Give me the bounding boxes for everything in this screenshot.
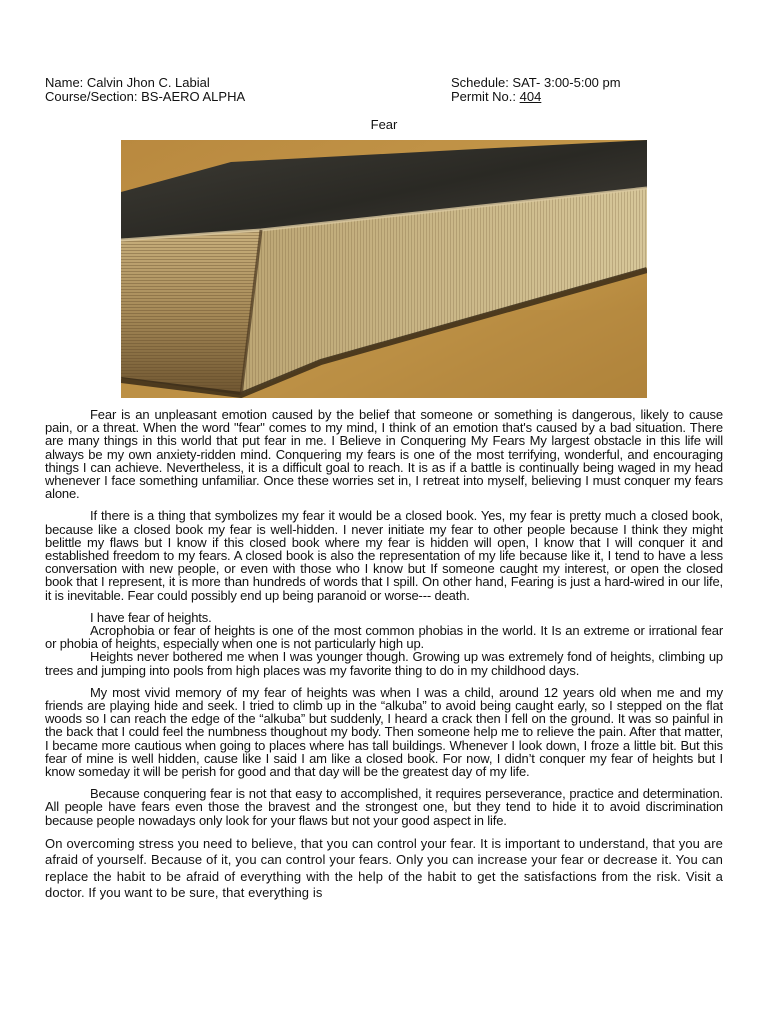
document-header — [45, 76, 723, 104]
permit-number — [451, 90, 723, 104]
course-section: Course/Section: BS-AERO ALPHA — [45, 89, 246, 104]
paragraph-2: If there is a thing that symbolizes my fear it would be a closed book. Yes, my fear is pretty much a closed book, because like a closed book my fear is well-hidden. I never initiate my fear to other people because I think they might belittle my flaws but I know if this closed book where my fear is hidden will open, I know that I will conquer it and established freedom to my fears. A closed book is also the representation of my life because like it, I tend to have a less conversation with new people, or even with those who I know but If someone caught my interest, or open the closed book that I represent, it is more than hundreds of words that I spill. On other hand, Fearing is just a hard-wired in our life, it is inevitable. Fear could possibly end up being paranoid or worse--- death. — [45, 508, 723, 603]
permit-link[interactable]: 404 — [519, 89, 542, 104]
paragraph-4: Acrophobia or fear of heights is one of the most common phobias in the world. It Is an extreme or irrational fear or phobia of heights, especially when one is not particularly high up. — [45, 623, 723, 652]
paragraph-1: Fear is an unpleasant emotion caused by the belief that someone or something is dangerous, likely to cause pain, or a threat. When the word "fear" comes to my mind, I think of an emotion that's caused by a bad situation. There are many things in this world that put fear in me. I Believe in Conquering My Fears My largest obstacle in this life will always be my own anxiety-ridden mind. Conquering my fears is one of the most terrifying, wonderful, and encouraging things I can achieve. Nevertheless, it is a difficult goal to reach. It is as if a battle is continually being waged in my head whenever I face something unfamiliar. Once these worries set in, I retreat into myself, believing I must conquer my fears alone. — [45, 407, 723, 502]
essay-body — [45, 408, 723, 902]
permit-label: Permit No.: — [451, 89, 520, 104]
header-right — [451, 76, 723, 104]
document-page — [45, 76, 723, 911]
paragraph-8: On overcoming stress you need to believe, that you can control your fear. It is important to understand, that you are afraid of yourself. Because of it, you can control your fears. Only you can increase your fear or decrease it. You can replace the habit to be afraid of everything with the help of the habit to get the satisfactions from the risk. Visit a doctor. If you want to be sure, that everything is — [45, 835, 723, 901]
student-name: Name: Calvin Jhon C. Labial — [45, 75, 210, 90]
paragraph-6: My most vivid memory of my fear of heights was when I was a child, around 12 years old when me and my friends are playing hide and seek. I tried to climb up in the “alkuba” to avoid being caught early, so I stepped on the flat woods so I can reach the edge of the “alkuba” but suddenly, I heard a crack then I fell on the ground. It was so painful in the back that I could feel the numbness thoughout my body. Then someone help me to relieve the pain. After that matter, I became more cautious when going to places where has tall buildings. Whenever I look down, I froze a little bit. But this fear of mine is well hidden, cause like I said I am like a closed book. For now, I didn’t conquer my fear of heights but I know someday it will be perish for good and that day will be the greatest day of my life. — [45, 684, 723, 780]
paragraph-5: Heights never bothered me when I was younger though. Growing up was extremely fond of heights, climbing up trees and jumping into pools from high places was my favorite thing to do in my childhood days. — [45, 649, 723, 678]
schedule: Schedule: SAT- 3:00-5:00 pm — [451, 75, 621, 90]
document-title: Fear — [370, 117, 398, 132]
header-left — [45, 76, 451, 104]
book-photo — [121, 140, 647, 398]
paragraph-3: I have fear of heights. — [90, 609, 212, 625]
paragraph-7: Because conquering fear is not that easy to accomplished, it requires perseverance, practice and determination. All people have fears even those the bravest and the strongest one, but they tend to hide it to avoid discrimination because people nowadays only look for your flaws but not your good aspect in life. — [45, 786, 723, 828]
